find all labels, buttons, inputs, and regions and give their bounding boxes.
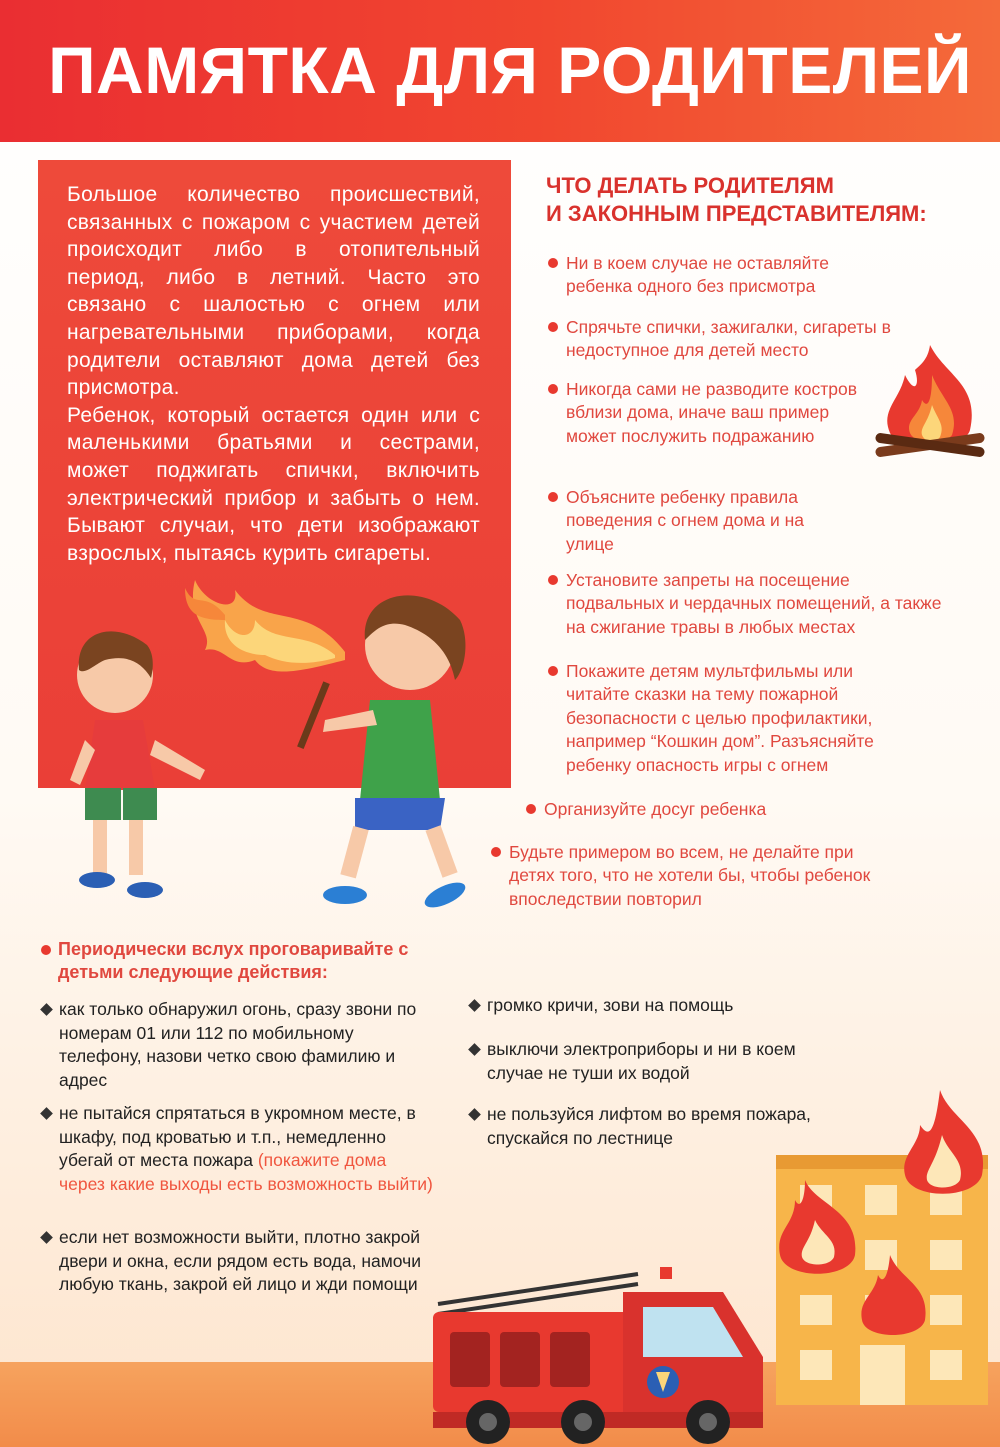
bullet-dot-icon [41,945,51,955]
bullet-dot-icon [491,847,501,857]
bullet-diamond-icon [40,1003,53,1016]
intro-paragraph-1: Большое количество происшествий, связанных с пожаром с участием детей происходит либо в отопительный период, либо в летний. Часто это связано с шалостью с огнем или нагревательными приборами, когда родители оставляют дома детей без присмотра. [67,183,480,400]
bullet-diamond-icon [468,999,481,1012]
action-note: (покажите дома через какие выходы есть возможность выйти) [59,1150,433,1194]
parents-item: Покажите детям мультфильмы или читайте сказки на тему пожарной безопасности с целью профилактики, например “Кошкин дом”. Разъясняйте ребенку опасность игры с огнем [566,660,911,777]
parents-title-line-1: ЧТО ДЕЛАТЬ РОДИТЕЛЯМ [546,173,834,198]
parents-item: Будьте примером во всем, не делайте при детях того, что не хотели бы, чтобы ребенок впоследствии повторил [509,841,889,911]
bullet-dot-icon [548,575,558,585]
parents-item: Организуйте досуг ребенка [544,798,844,821]
parents-item: Спрячьте спички, зажигалки, сигареты в недоступное для детей место [566,316,916,363]
bullet-dot-icon [526,804,536,814]
bullet-diamond-icon [468,1043,481,1056]
bullet-dot-icon [548,322,558,332]
kids-illustration [55,560,475,920]
parents-item: Ни в коем случае не оставляйте ребенка одного без присмотра [566,252,866,299]
parents-title-line-2: И ЗАКОННЫМ ПРЕДСТАВИТЕЛЯМ: [546,201,927,226]
bullet-dot-icon [548,258,558,268]
parents-item: Установите запреты на посещение подвальных и чердачных помещений, а также на сжигание травы в любых местах [566,569,946,639]
bullet-dot-icon [548,384,558,394]
bullet-diamond-icon [40,1231,53,1244]
parents-item: Никогда сами не разводите костров вблизи дома, иначе ваш пример может послужить подражанию [566,378,861,448]
action-item: не пытайся спрятаться в укромном месте, в шкафу, под кроватью и т.п., немедленно убегай от места пожара (покажите дома через какие выходы есть возможность выйти) [59,1102,434,1196]
parents-item: Объясните ребенку правила поведения с огнем дома и на улице [566,486,836,556]
header-banner [0,0,1000,142]
action-item: громко кричи, зови на помощь [487,994,847,1018]
bullet-diamond-icon [40,1107,53,1120]
page-title: ПАМЯТКА ДЛЯ РОДИТЕЛЕЙ [48,33,972,107]
parents-section-title [546,172,966,228]
bullet-dot-icon [548,666,558,676]
action-item: выключи электроприборы и ни в коем случае не туши их водой [487,1038,847,1085]
fire-truck-icon [428,1262,776,1447]
action-item: как только обнаружил огонь, сразу звони по номерам 01 или 112 по мобильному телефону, назови четко свою фамилию и адрес [59,998,434,1092]
burning-building-icon [770,1085,995,1405]
bullet-diamond-icon [468,1108,481,1121]
breath-flame-icon [185,580,345,672]
action-item: не пользуйся лифтом во время пожара, спускайся по лестнице [487,1103,847,1150]
action-item: если нет возможности выйти, плотно закрой двери и окна, если рядом есть вода, намочи любую ткань, закрой ей лицо и жди помощи [59,1226,439,1297]
campfire-icon [870,345,988,465]
intro-paragraph-2: Ребенок, который остается один или с маленькими братьями и сестрами, может поджигать спички, включить электрический прибор и забыть о нем. Бывают случаи, что дети изображают взрослых, пытаясь курить сигареты. [67,403,480,565]
actions-section-title: Периодически вслух проговаривайте с детьми следующие действия: [58,938,438,984]
bullet-dot-icon [548,492,558,502]
child-left [70,631,205,898]
intro-text [67,181,480,567]
